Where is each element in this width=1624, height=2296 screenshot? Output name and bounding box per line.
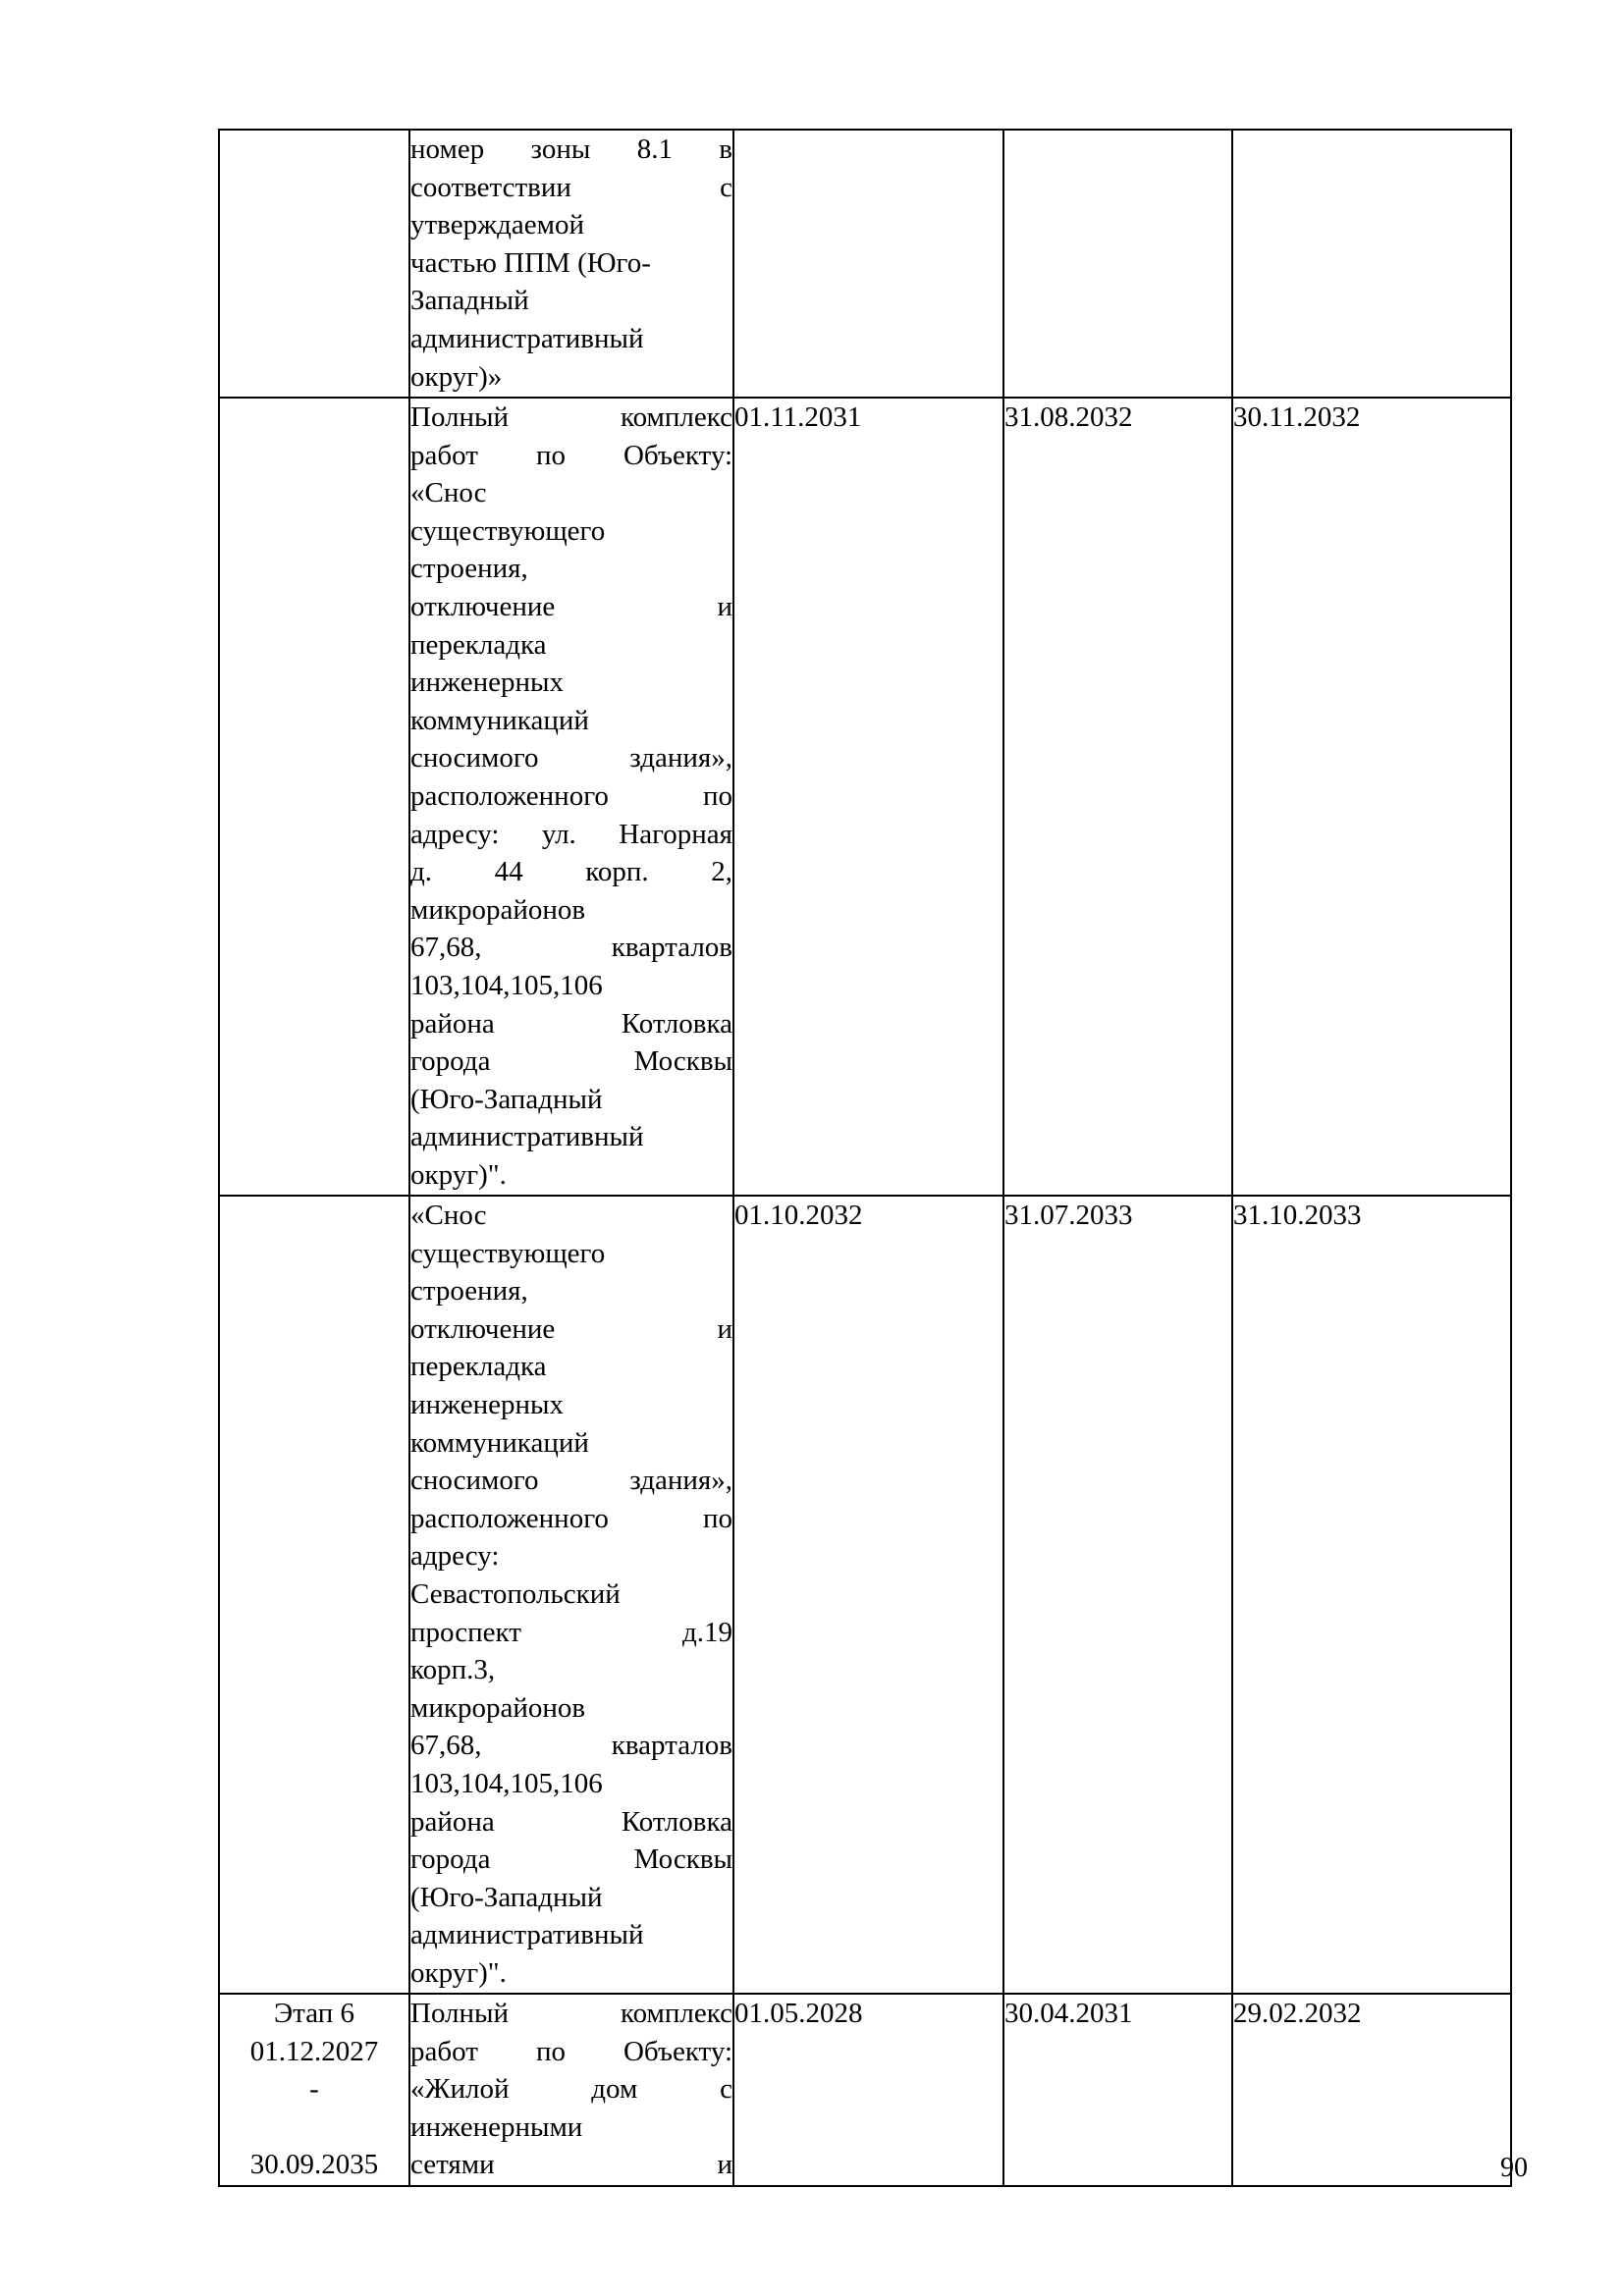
description-line: проспект д.19 [410, 1616, 732, 1648]
description-line: существующего [410, 1237, 606, 1269]
description-line: Западный [410, 285, 529, 317]
description-line: сетями и [410, 2149, 732, 2181]
description-line: работ по Объекту: [410, 439, 732, 471]
description-line: округ)". [410, 1158, 507, 1191]
description-line: корп.3, [410, 1654, 496, 1686]
start-date-cell [733, 130, 1003, 398]
description-line: «Снос [410, 477, 487, 509]
description-line: отключение и [410, 590, 732, 622]
description-line: 67,68, кварталов [410, 932, 732, 964]
description-line: строения, [410, 553, 528, 585]
description-line: существующего [410, 514, 606, 547]
description-line: инженерных [410, 667, 564, 699]
description-line: города Москвы [410, 1045, 732, 1078]
description-line: города Москвы [410, 1843, 732, 1876]
end-date-cell: 31.07.2033 [1003, 1196, 1232, 1994]
table-row [219, 1994, 1511, 2186]
description-line: частью ППМ (Юго- [410, 246, 651, 279]
description-cell [409, 130, 733, 398]
stage-line: 01.12.2027 [249, 2035, 379, 2067]
description-line: «Снос [410, 1200, 487, 1231]
description-line: работ по Объекту: [410, 2035, 732, 2067]
description-line: района Котловка [410, 1805, 732, 1838]
description-line: инженерных [410, 1388, 564, 1420]
description-line: адресу: [410, 1540, 500, 1573]
description-line: 67,68, кварталов [410, 1730, 732, 1762]
description-line: сносимого здания», [410, 742, 732, 774]
description-cell [409, 1994, 733, 2186]
description-line: Полный комплекс [410, 1998, 732, 2029]
page-number: 90 [1500, 2153, 1528, 2183]
deadline-date-cell: 29.02.2032 [1232, 1994, 1511, 2186]
table-row [219, 130, 1511, 398]
description-line: инженерными [410, 2110, 583, 2143]
description-line: района Котловка [410, 1007, 732, 1040]
deadline-date-cell: 30.11.2032 [1232, 398, 1511, 1196]
deadline-date-cell [1232, 130, 1511, 398]
description-line: административный [410, 322, 644, 354]
description-line: д. 44 корп. 2, [410, 856, 732, 888]
description-line: 103,104,105,106 [410, 1767, 603, 1799]
start-date-cell: 01.10.2032 [733, 1196, 1003, 1994]
table-row [219, 1196, 1511, 1994]
description-line: сносимого здания», [410, 1465, 732, 1497]
stage-cell [219, 1196, 409, 1994]
end-date-cell: 31.08.2032 [1003, 398, 1232, 1196]
description-line: перекладка [410, 628, 547, 661]
description-line: коммуникаций [410, 704, 589, 736]
description-line: округ)» [410, 360, 503, 393]
deadline-date-cell: 31.10.2033 [1232, 1196, 1511, 1994]
description-line: расположенного по [410, 779, 732, 812]
description-line: отключение и [410, 1312, 732, 1345]
description-line: Севастопольский [410, 1577, 621, 1610]
stage-cell [219, 398, 409, 1196]
description-line: (Юго-Западный [410, 1881, 603, 1913]
description-cell [409, 1196, 733, 1994]
end-date-cell: 30.04.2031 [1003, 1994, 1232, 2186]
description-line: (Юго-Западный [410, 1083, 603, 1115]
stage-line [220, 2109, 408, 2147]
description-line: микрорайонов [410, 893, 586, 926]
description-line: 103,104,105,106 [410, 969, 603, 1001]
description-line: перекладка [410, 1351, 547, 1383]
table-body [219, 130, 1511, 2186]
description-line: «Жилой дом с [410, 2073, 732, 2106]
schedule-table [218, 129, 1512, 2187]
description-line: Полный комплекс [410, 401, 732, 433]
description-line: коммуникаций [410, 1426, 589, 1459]
start-date-cell: 01.11.2031 [733, 398, 1003, 1196]
description-line: соответствии с [410, 171, 732, 203]
description-line: адресу: ул. Нагорная [410, 818, 732, 850]
start-date-cell: 01.05.2028 [733, 1994, 1003, 2186]
stage-line: 30.09.2035 [249, 2149, 379, 2181]
description-line: административный [410, 1919, 644, 1951]
description-line: микрорайонов [410, 1691, 586, 1724]
stage-line: - [309, 2073, 319, 2106]
table-row [219, 398, 1511, 1196]
description-cell [409, 398, 733, 1196]
description-line: округ)". [410, 1956, 507, 1989]
description-line: утверждаемой [410, 209, 584, 241]
description-line: административный [410, 1121, 644, 1153]
stage-cell [219, 130, 409, 398]
description-line: номер зоны 8.1 в [410, 133, 732, 165]
stage-cell [219, 1994, 409, 2186]
description-line: расположенного по [410, 1502, 732, 1534]
end-date-cell [1003, 130, 1232, 398]
stage-line: Этап 6 [274, 1998, 354, 2029]
description-line: строения, [410, 1275, 528, 1308]
